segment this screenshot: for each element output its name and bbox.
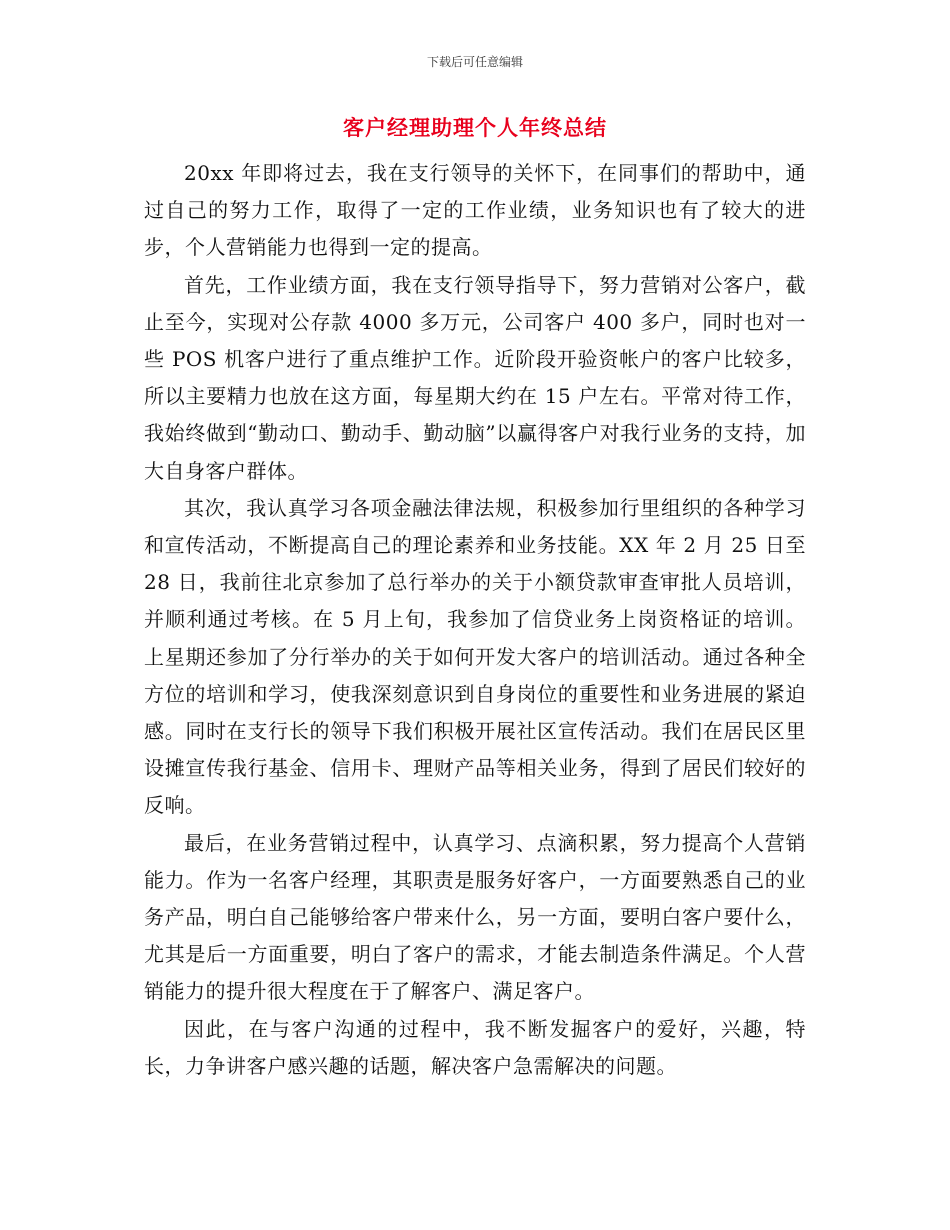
document-title: 客户经理助理个人年终总结	[343, 116, 607, 140]
header-note: 下载后可任意编辑	[426, 55, 523, 69]
paragraph-performance: 首先，工作业绩方面，我在支行领导指导下，努力营销对公客户，截止至今，实现对公存款 4000 多万元，公司客户 400 多户，同时也对一些 POS 机客户进行了重点维护工作。近阶段开验资帐户的客户比较多，所以主要精力也放在这方面，每星期大约在 15 户左右。平常对待工作，我始终做到“勤动口、勤动手、勤动脑”以赢得客户对我行业务的支持，加大自身客户群体。	[144, 272, 806, 483]
document-body	[144, 155, 806, 1085]
paragraph-training: 其次，我认真学习各项金融法律法规，积极参加行里组织的各种学习和宣传活动，不断提高自己的理论素养和业务技能。XX 年 2 月 25 日至 28 日，我前往北京参加了总行举办的关于小额贷款审查审批人员培训，并顺利通过考核。在 5 月上旬，我参加了信贷业务上岗资格证的培训。上星期还参加了分行举办的关于如何开发大客户的培训活动。通过各种全方位的培训和学习，使我深刻意识到自身岗位的重要性和业务进展的紧迫感。同时在支行长的领导下我们积极开展社区宣传活动。我们在居民区里设摊宣传我行基金、信用卡、理财产品等相关业务，得到了居民们较好的反响。	[144, 495, 806, 818]
paragraph-intro: 20xx 年即将过去，我在支行领导的关怀下，在同事们的帮助中，通过自己的努力工作，取得了一定的工作业绩，业务知识也有了较大的进步，个人营销能力也得到一定的提高。	[144, 161, 806, 260]
paragraph-communication: 因此，在与客户沟通的过程中，我不断发掘客户的爱好，兴趣，特长，力争讲客户感兴趣的话题，解决客户急需解决的问题。	[144, 1016, 806, 1078]
paragraph-marketing: 最后，在业务营销过程中，认真学习、点滴积累，努力提高个人营销能力。作为一名客户经理，其职责是服务好客户，一方面要熟悉自己的业务产品，明白自己能够给客户带来什么，另一方面，要明白客户要什么，尤其是后一方面重要，明白了客户的需求，才能去制造条件满足。个人营销能力的提升很大程度在于了解客户、满足客户。	[144, 830, 806, 1004]
